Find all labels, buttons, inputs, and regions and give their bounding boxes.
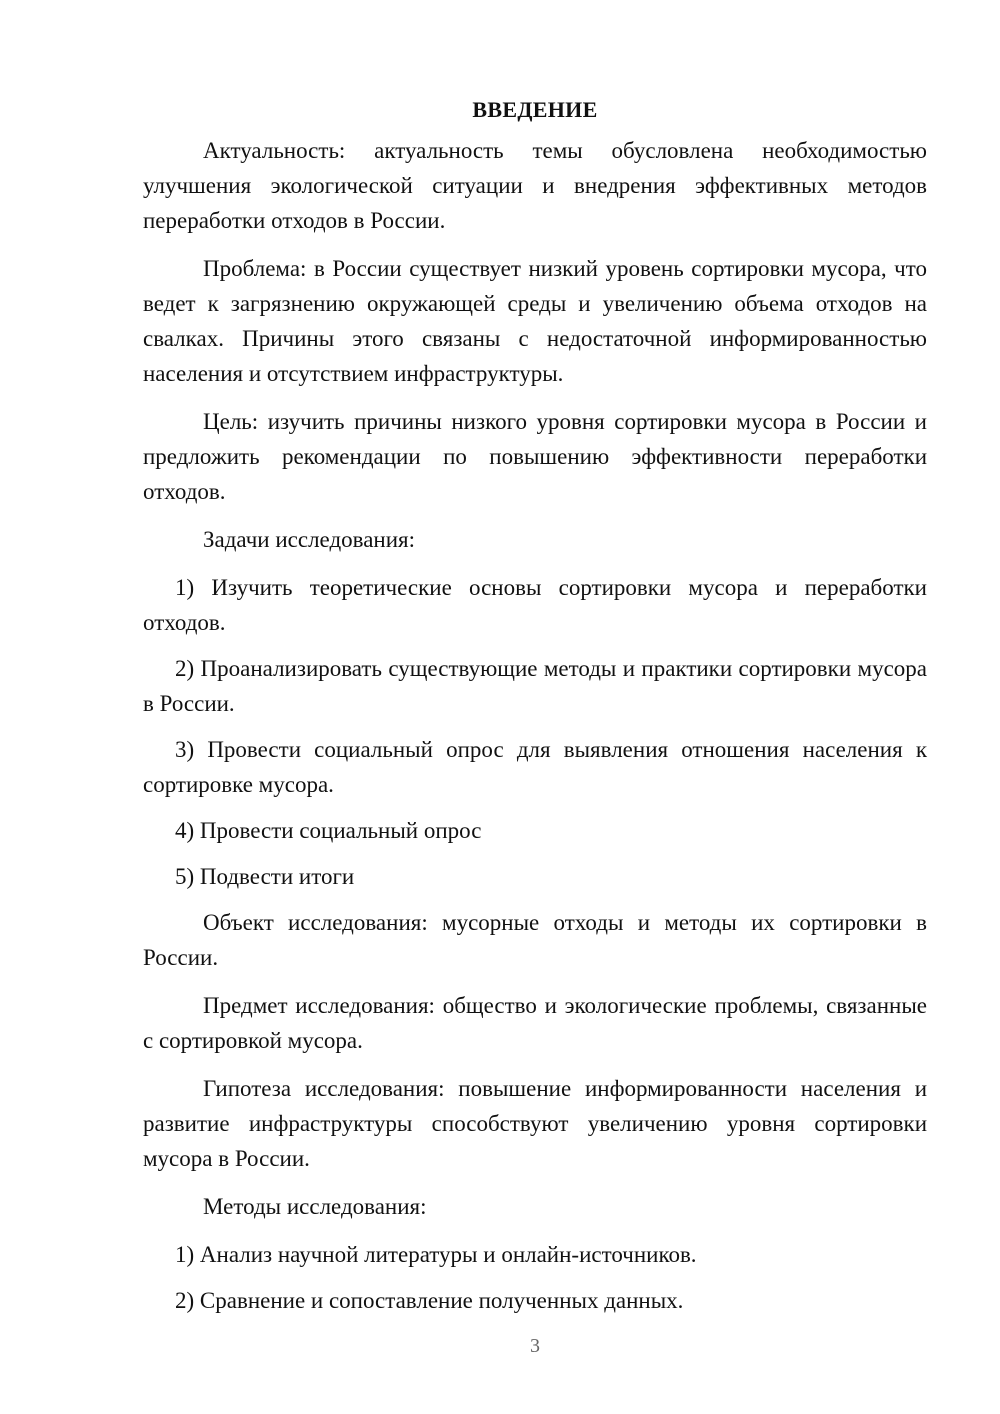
task-item-2: 2) Проанализировать существующие методы и практики сортировки мусора в России. bbox=[143, 656, 927, 716]
goal-paragraph: Цель: изучить причины низкого уровня сортировки мусора в России и предложить рекомендации по повышению эффективности переработки отходов. bbox=[143, 409, 927, 504]
problem-paragraph: Проблема: в России существует низкий уровень сортировки мусора, что ведет к загрязнению окружающей среды и увеличению объема отходов на свалках. Причины этого связаны с недостаточной информированностью населения и отсутствием инфраструктуры. bbox=[143, 256, 927, 386]
task-item-4: 4) Провести социальный опрос bbox=[175, 818, 482, 843]
task-item-5: 5) Подвести итоги bbox=[175, 864, 355, 889]
subject-paragraph: Предмет исследования: общество и экологические проблемы, связанные с сортировкой мусора. bbox=[143, 993, 927, 1053]
hypothesis-paragraph: Гипотеза исследования: повышение информированности населения и развитие инфраструктуры способствуют увеличению уровня сортировки мусора в России. bbox=[143, 1076, 927, 1171]
section-heading: ВВЕДЕНИЕ bbox=[472, 97, 598, 122]
task-item-3: 3) Провести социальный опрос для выявления отношения населения к сортировке мусора. bbox=[143, 737, 927, 797]
tasks-heading: Задачи исследования: bbox=[203, 527, 416, 552]
object-paragraph: Объект исследования: мусорные отходы и методы их сортировки в России. bbox=[143, 910, 927, 970]
task-item-1: 1) Изучить теоретические основы сортировки мусора и переработки отходов. bbox=[143, 575, 927, 635]
relevance-paragraph: Актуальность: актуальность темы обусловлена необходимостью улучшения экологической ситуации и внедрения эффективных методов переработки отходов в России. bbox=[143, 138, 927, 233]
method-item-1: 1) Анализ научной литературы и онлайн-источников. bbox=[175, 1242, 697, 1267]
page-number: 3 bbox=[530, 1335, 540, 1357]
page-content bbox=[143, 95, 927, 1329]
method-item-2: 2) Сравнение и сопоставление полученных данных. bbox=[175, 1288, 684, 1313]
methods-heading: Методы исследования: bbox=[203, 1194, 427, 1219]
